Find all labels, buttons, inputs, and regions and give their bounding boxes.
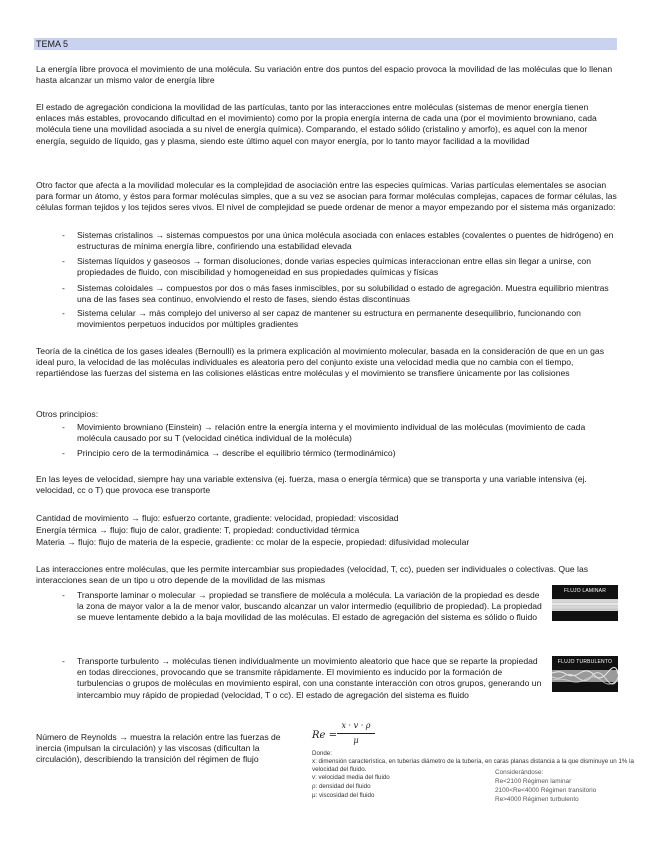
list-item-liquid-gas: Sistemas líquidos y gaseosos → forman disoluciones, donde varias especies químicas interaccionan entre ellas sin llegar a unirse, con propiedades de fluido, con miscibilidad y homogeneidad en sus propiedades químicas y físicas	[77, 256, 591, 278]
regime-laminar: Re<2100 Régimen laminar	[495, 778, 572, 785]
paragraph-velocity-laws: En las leyes de velocidad, siempre hay una variable extensiva (ej. fuerza, masa o energía térmica) que se transporta y una variable intensiva (ej. velocidad, cc o T) que provoca ese transporte	[36, 474, 587, 496]
line-thermal-energy: Energía térmica → flujo: flujo de calor, gradiente: T, propiedad: conductividad térmica	[36, 525, 360, 535]
laminar-flow-image	[552, 585, 618, 621]
bullet-dash: -	[62, 656, 65, 666]
turbulent-flow-graphic	[552, 656, 618, 692]
section-title-bar	[34, 38, 617, 50]
paragraph-other-principles: Otros principios:	[36, 409, 99, 419]
list-item-turbulent-transport: Transporte turbulento → moléculas tienen individualmente un movimiento aleatorio que hace que se reparte la propiedad en todas direcciones, provocando que se transmite rápidamente. El movimiento es inducido por la formación de turbulencias o grupos de moléculas en movimiento espiral, con una constante interacción con otros grupos, generando un intercambio muy rápido de propiedad (velocidad, T o cc). El estado de agregación del sistema es fluido	[77, 656, 542, 700]
regime-turbulent: Re>4000 Régimen turbulento	[495, 796, 579, 803]
formula-def-rho: ρ: densidad del fluido	[312, 783, 371, 790]
list-item-zeroth-law: Principio cero de la termodinámica → describe el equilibrio térmico (termodinámico)	[77, 448, 396, 458]
turbulent-flow-label: FLUJO TURBULENTO	[557, 659, 613, 665]
regime-transitional: 2100<Re<4000 Régimen transitorio	[495, 787, 597, 794]
reynolds-formula	[312, 721, 382, 749]
list-item-laminar-transport: Transporte laminar o molecular → propiedad se transfiere de molécula a molécula. La variación de la propiedad es desde la zona de mayor valor a la de menor valor, buscando alcanzar un valor intermedio (equilibrio de propiedad). La propiedad se mueve lentamente debido a la baja movilidad de las moléculas. El estado de agregación del sistema es sólido o fluido	[77, 590, 542, 623]
considering-title: Considerándose:	[495, 769, 544, 776]
bullet-dash: -	[62, 590, 65, 600]
laminar-flow-label: FLUJO LAMINAR	[563, 588, 607, 594]
turbulent-flow-image	[552, 656, 618, 692]
list-item-colloidal: Sistemas coloidales → compuestos por dos o más fases inmiscibles, por su solubilidad o estado de agregación. Muestra equilibrio mientras una de las fases sea continuo, envolviendo el resto de fases, siendo éstas discontinuas	[77, 283, 609, 305]
paragraph-reynolds: Número de Reynolds → muestra la relación entre las fuerzas de inercia (impulsan la circulación) y las viscosas (dificultan la circulación), describiendo la transición del régimen de flujo	[36, 732, 281, 765]
formula-def-mu: μ: viscosidad del fluido	[312, 792, 375, 799]
list-item-crystalline: Sistemas cristalinos → sistemas compuestos por una única molécula asociada con enlaces estables (covalentes o puentes de hidrógeno) en estructuras de mínima energía libre, confiriendo una estabilidad elevada	[77, 230, 614, 252]
laminar-flow-graphic	[552, 585, 618, 621]
formula-denominator: μ	[353, 736, 359, 745]
bullet-dash: -	[62, 448, 65, 458]
list-item-brownian: Movimiento browniano (Einstein) → relación entre la energía interna y el movimiento individual de las moléculas (movimiento de cada molécula causado por su T (velocidad cinética individual de la molécula)	[77, 422, 586, 444]
bullet-dash: -	[62, 283, 65, 293]
formula-def-v: v: velocidad media del fluido	[312, 774, 390, 781]
paragraph-kinetic-theory: Teoría de la cinética de los gases ideales (Bernoulli) es la primera explicación al movimiento molecular, basada en la consideración de que en un gas ideal puro, la velocidad de las moléculas individuales es aleatoria pero del conjunto existe una velocidad media que no cambia con el tiempo, repartiéndose las fuerzas del sistema en las colisiones elásticas entre moléculas y el movimiento se transfiere únicamente por las colisiones	[36, 346, 604, 379]
bullet-dash: -	[62, 422, 65, 432]
paragraph-complexity: Otro factor que afecta a la movilidad molecular es la complejidad de asociación entre las especies químicas. Varias partículas elementales se asocian para formar un átomo, y éstos para formar moléculas simples, que a su vez se asocian para formar moléculas complejas, capaces de formar células, las células forman tejidos y los tejidos seres vivos. El nivel de complejidad se puede ordenar de menor a mayor empezando por el sistema más organizado:	[36, 180, 617, 213]
line-momentum: Cantidad de movimiento → flujo: esfuerzo cortante, gradiente: velocidad, propiedad: viscosidad	[36, 513, 399, 523]
line-matter: Materia → flujo: flujo de materia de la especie, gradiente: cc molar de la especie, propiedad: difusividad molecular	[36, 537, 470, 547]
bullet-dash: -	[62, 308, 65, 318]
formula-lhs: Re =	[312, 730, 338, 741]
paragraph-free-energy: La energía libre provoca el movimiento de una molécula. Su variación entre dos puntos del espacio provoca la movilidad de las moléculas que lo llenan hasta alcanzar un mismo valor de energía libre	[36, 64, 613, 86]
section-title: TEMA 5	[36, 39, 69, 49]
list-item-cellular: Sistema celular → más complejo del universo al ser capaz de mantener su estructura en permanente desequilibrio, funcionando con movimientos perpetuos inducidos por múltiples gradientes	[77, 308, 581, 330]
formula-numerator: x · v · ρ	[341, 721, 371, 730]
formula-def-x: x: dimensión característica, en tuberías diámetro de la tubería, en caras planas distancia a la que disminuye un 1% la velocidad del fluido.	[312, 758, 634, 773]
paragraph-aggregation-state: El estado de agregación condiciona la movilidad de las partículas, tanto por las interacciones entre moléculas (sistemas de menor energía tienen enlaces más estables, provocando dificultad en el movimiento) como por la propia energía interna de cada una (por el movimiento browniano, cada molécula tiene una movilidad asociada a su nivel de energía química). Comparando, el estado sólido (cristalino y amorfo), es aquel con la menor energía, seguido de líquido, gas y plasma, siendo este último aquel con mayor energía, por lo tanto mayor facilidad a la movilidad	[36, 102, 597, 146]
formula-fraction-line	[337, 733, 375, 734]
bullet-dash: -	[62, 256, 65, 266]
paragraph-interactions: Las interacciones entre moléculas, que les permite intercambiar sus propiedades (velocidad, T, cc), pueden ser individuales o colectivas. Que las interacciones sean de un tipo u otro depende de la movilidad de las mismas	[36, 564, 589, 586]
bullet-dash: -	[62, 230, 65, 240]
formula-where-label: Donde:	[312, 750, 332, 757]
